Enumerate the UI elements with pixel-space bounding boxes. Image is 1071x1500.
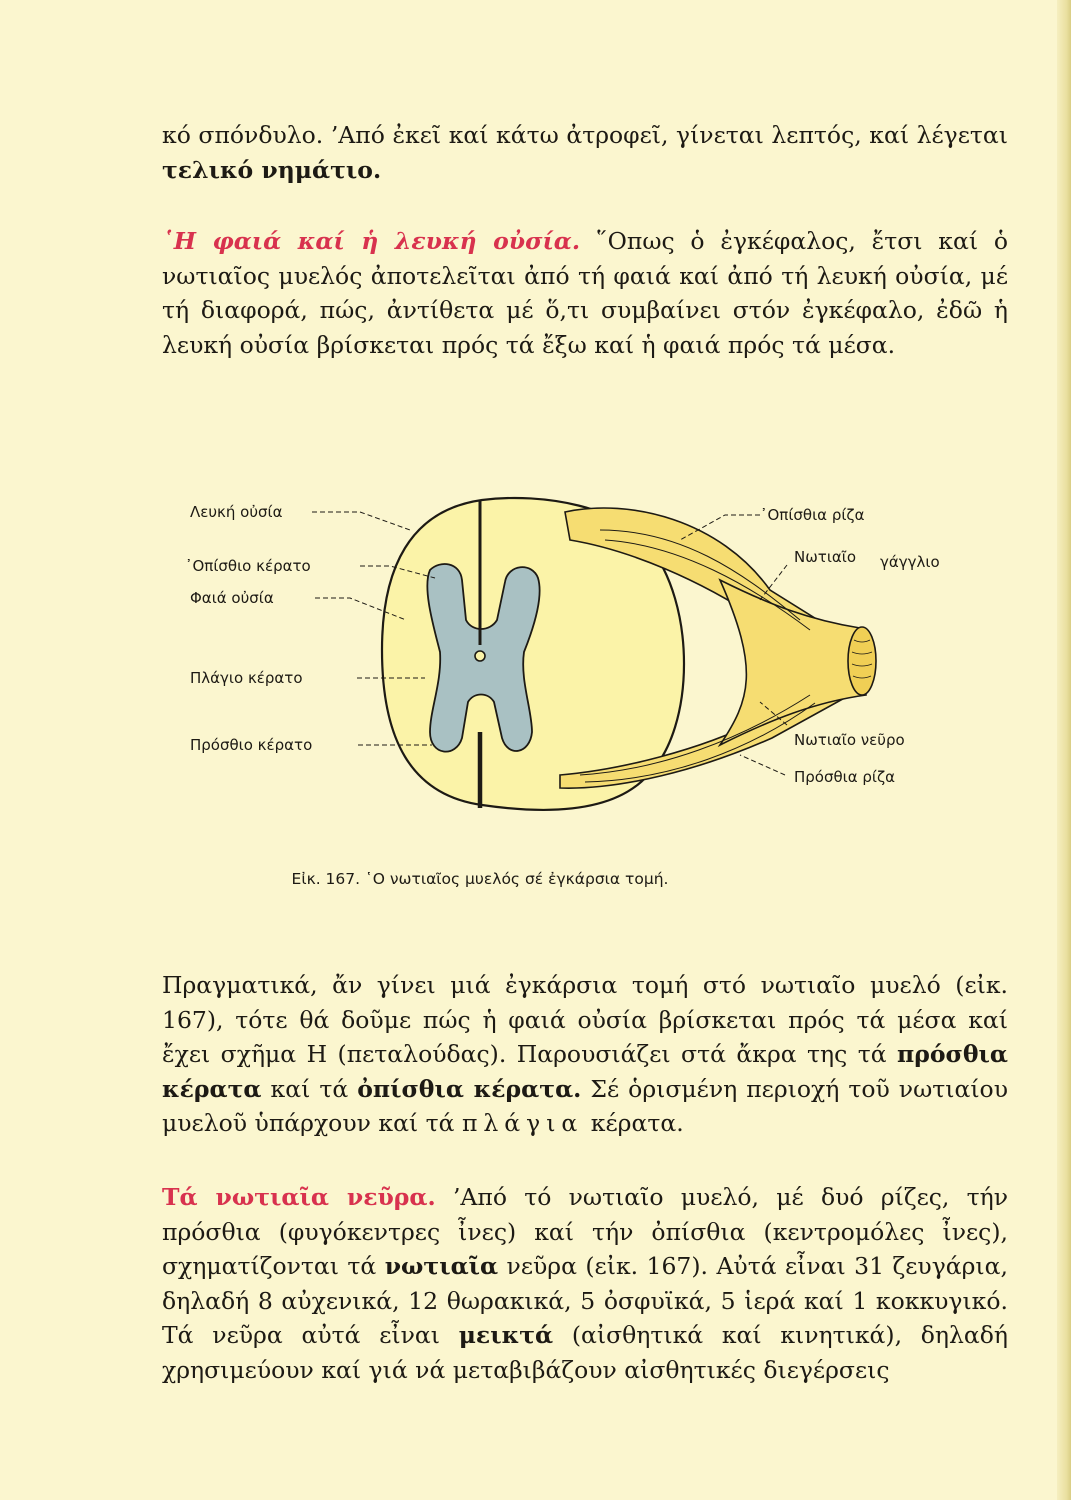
label-spinal-nerve: Νωτιαῖο νεῦρο bbox=[794, 731, 905, 749]
bold-term: πρόσθια κέρατα bbox=[162, 1040, 1008, 1103]
section-heading: ῾Η φαιά καί ἡ λευκή οὐσία. bbox=[162, 227, 581, 255]
text-span: ’Από τό νωτιαῖο μυελό, μέ δυό ρίζες, τήν πρόσθια (φυγόκεντρες ἶνες) καί τήν ὀπίσθια (κεντρομόλες ἶνες), σχηματίζονται τά bbox=[162, 1183, 1008, 1280]
label-dorsal-root: ᾿Οπίσθια ρίζα bbox=[760, 506, 865, 524]
text-span: Σέ ὁρισμένη περιοχή τοῦ νωτιαίου μυελοῦ ὑπάρχουν καί τά bbox=[162, 1074, 1008, 1137]
text-span: (αἰσθητικά καί κινητικά), δηλαδή χρησιμεύουν καί γιά νά μεταβιβάζουν αἰσθητικές διεγέρσεις bbox=[162, 1321, 1009, 1384]
label-spinal-ganglion-2: γάγγλιο bbox=[880, 553, 940, 571]
label-dorsal-horn: ᾿Οπίσθιο κέρατο bbox=[185, 557, 311, 575]
text-span: Πραγματικά, ἄν γίνει μιά ἐγκάρσια τομή στό νωτιαῖο μυελό (εἰκ. 167), τότε θά δοῦμε πώς ἡ φαιά οὐσία βρίσκεται πρός τά μέσα καί ἔχει σχῆμα Η (πεταλούδας). Παρουσιάζει στά ἄκρα της τά bbox=[162, 971, 1008, 1068]
figure-caption: Εἰκ. 167. ῾Ο νωτιαῖος μυελός σέ ἐγκάρσια τομή. bbox=[291, 870, 669, 888]
text-span: κό σπόνδυλο. ’Από ἐκεῖ καί κάτω ἀτροφεῖ, γίνεται λεπτός, καί λέγεται bbox=[162, 121, 1008, 149]
spaced-term: πλάγια bbox=[461, 1109, 584, 1137]
label-gray-matter: Φαιά οὐσία bbox=[190, 589, 274, 607]
section-heading: Τά νωτιαῖα νεῦρα. bbox=[162, 1183, 436, 1211]
bold-term: τελικό νημάτιο. bbox=[162, 155, 382, 184]
central-canal bbox=[475, 651, 485, 661]
paragraph-3 bbox=[162, 968, 1008, 1141]
label-white-matter: Λευκή οὐσία bbox=[190, 503, 283, 521]
bold-term: μεικτά bbox=[458, 1321, 554, 1349]
text-span: νεῦρα (εἰκ. 167). Αὐτά εἶναι 31 ζευγάρια, δηλαδή 8 αὐχενικά, 12 θωρακικά, 5 ὀσφυϊκά, 5 ἱερά καί 1 κοκκυγικό. Τά νεῦρα αὐτά εἶναι bbox=[162, 1252, 1008, 1349]
label-ventral-horn: Πρόσθιο κέρατο bbox=[190, 736, 313, 754]
text-span: ῞Οπως ὁ ἐγκέφαλος, ἔτσι καί ὁ νωτιαῖος μυελός ἀποτελεῖται ἀπό τή φαιά καί ἀπό τή λευκή οὐσία, μέ τή διαφορά, πώς, ἀντίθετα μέ ὅ,τι συμβαίνει στόν ἐγκέφαλο, ἐδῶ ἡ λευκή οὐσία βρίσκεται πρός τά ἔξω καί ἡ φαιά πρός τά μέσα. bbox=[162, 227, 1008, 359]
bold-term: νωτιαῖα bbox=[384, 1252, 499, 1280]
paragraph-4 bbox=[162, 1180, 1008, 1387]
bold-term: ὀπίσθια κέρατα. bbox=[357, 1074, 582, 1103]
text-span: κέρατα. bbox=[583, 1109, 684, 1137]
page-edge bbox=[1057, 0, 1071, 1500]
nerve-cut-end bbox=[848, 627, 876, 695]
label-lateral-horn: Πλάγιο κέρατο bbox=[190, 669, 303, 687]
paragraph-1 bbox=[162, 118, 1008, 187]
paragraph-2 bbox=[162, 224, 1008, 362]
label-spinal-ganglion: Νωτιαῖο bbox=[794, 548, 857, 566]
label-ventral-root: Πρόσθια ρίζα bbox=[794, 768, 896, 786]
text-span: καί τά bbox=[261, 1074, 358, 1103]
spinal-cord-diagram bbox=[160, 470, 960, 830]
